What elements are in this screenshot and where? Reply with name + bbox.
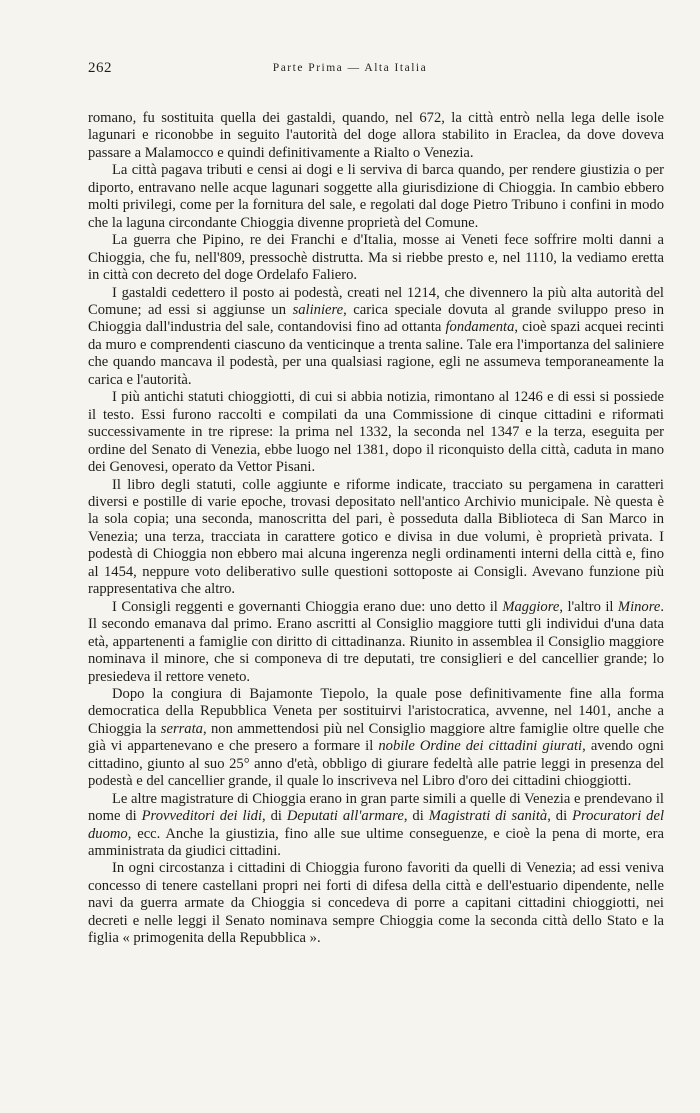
text-run: , ecc. Anche la giustizia, fino alle sue ultime conseguenze, e cioè la pena di morte, era amministrata da giudici cittadini. [88, 825, 664, 860]
text-run: Le altre magistrature di Chioggia erano in gran parte simili a quelle di Venezia e prendevano il nome di [88, 790, 664, 825]
text-run: , cioè spazi acquei recinti da muro e comprendenti ciascuno da venticinque a trenta saline. Tale era l'importanza del saliniere che quando mancava il podestà, per una qualsiasi ragione, egli ne assumeva temporaneamente la carica e l'autorità. [88, 319, 664, 388]
body-text [88, 110, 664, 948]
paragraph [88, 599, 664, 686]
paragraph [88, 477, 664, 599]
text-run: , di [403, 808, 429, 825]
italic-term: fondamenta [445, 319, 515, 336]
italic-term: Provveditori dei lidi [141, 808, 263, 825]
italic-term: Deputati all'armare [286, 808, 404, 825]
text-run: . Il secondo emanava dal primo. Erano ascritti al Consiglio maggiore tutti gli individui d'una data età, appartenenti a famiglie con diritto di cittadinanza. Riunito in assemblea il Consiglio maggiore nominava il minore, che si componeva di tre deputati, tre consiglieri e del cancellier grande; lo presiedeva il rettore veneto. [88, 598, 664, 685]
text-run: I Consigli reggenti e governanti Chioggia erano due: uno detto il [112, 598, 503, 615]
italic-term: Magistrati di sanità [428, 808, 548, 825]
paragraph [88, 285, 664, 390]
text-run: La città pagava tributi e censi ai dogi e li serviva di barca quando, per rendere giustizia o per diporto, entravano nelle acque lagunari soggette alla giurisdizione di Chioggia. In cambio ebbero molti privilegi, come per la fornitura del sale, e regolati dal doge Pietro Tribuno i confini in modo che la laguna circondante Chioggia divenne proprietà del Comune. [88, 162, 664, 231]
italic-term: saliniere [292, 301, 344, 318]
paragraph [88, 232, 664, 284]
italic-term: nobile Ordine dei cittadini giurati [378, 738, 583, 755]
paragraph [88, 686, 664, 791]
text-run: , carica speciale dovuta al grande sviluppo preso in Chioggia dall'industria del sale, contandovisi fino ad ottanta [88, 301, 664, 336]
text-run: , di [262, 808, 287, 825]
italic-term: Minore [617, 598, 661, 615]
text-run: Il libro degli statuti, colle aggiunte e riforme indicate, tracciato su pergamena in caratteri diversi e postille di varie epoche, trovasi depositato nell'antico Archivio municipale. Nè questa è la sola copia; una seconda, manoscritta del pari, è posseduta dalla Biblioteca di San Marco in Venezia; una terza, tracciata in carattere gotico e divisa in due volumi, è proprietà privata. I podestà di Chioggia non ebbero mai alcuna ingerenza negli ordinamenti interni della città e, fino al 1454, neppure voto deliberativo sulle questioni sottoposte ai Consigli. Avevano funzione più rappresentativa che altro. [88, 476, 664, 598]
text-run: , avendo ogni cittadino, giunto al suo 25° anno d'età, obbligo di giurare fedeltà alle patrie leggi in presenza del podestà e del cancellier grande, il quale lo inscriveva nel Libro d'oro dei cittadini chioggiotti. [88, 738, 664, 790]
text-run: La guerra che Pipino, re dei Franchi e d'Italia, mosse ai Veneti fece soffrire molti danni a Chioggia, che fu, nell'809, pressochè distrutta. Ma si riebbe presto e, nel 1110, la vediamo eretta in città con decreto del doge Ordelafo Faliero. [88, 232, 664, 284]
italic-term: serrata [160, 720, 203, 737]
italic-term: Procuratori del duomo [88, 808, 665, 842]
text-run: I gastaldi cedettero il posto ai podestà, creati nel 1214, che divennero la più alta autorità del Comune; ad essi si aggiunse un [88, 284, 664, 318]
paragraph [88, 162, 664, 232]
text-run: In ogni circostanza i cittadini di Chioggia furono favoriti da quelli di Venezia; ad essi veniva concesso di tenere castellani propri nei forti di difesa della città e dell'estuario dipendente, nelle navi da guerra armate da Chioggia si concedeva di porre a capitani cittadini chioggiotti, nei decreti e nelle leggi il Senato nominava sempre Chioggia come la seconda città dello Stato e la figlia « primogenita della Repubblica ». [88, 860, 664, 947]
paragraph [88, 860, 664, 947]
text-run: , non ammettendosi più nel Consiglio maggiore altre famiglie oltre quelle che già vi appartenevano e che presero a formare il [88, 720, 664, 755]
italic-term: Maggiore [502, 598, 560, 615]
page-number: 262 [88, 60, 112, 76]
text-run: , l'altro il [559, 598, 618, 615]
paragraph [88, 791, 664, 861]
running-head: Parte Prima — Alta Italia [272, 62, 428, 74]
text-run: Dopo la congiura di Bajamonte Tiepolo, la quale pose definitivamente fine alla forma democratica della Repubblica Veneta per sostituirvi l'aristocratica, avvenne, nel 1401, anche a Chioggia la [88, 685, 664, 737]
text-run: I più antichi statuti chioggiotti, di cui si abbia notizia, rimontano al 1246 e di essi si possiede il testo. Essi furono raccolti e compilati da una Commissione di cinque cittadini e riformati successivamente in tre riprese: la prima nel 1332, la seconda nel 1347 e la terza, eseguita per ordine del Senato di Venezia, ebbe luogo nel 1381, dopo il riconquisto della città, caduta in mano dei Genovesi, operato da Vettor Pisani. [88, 389, 664, 476]
paragraph [88, 389, 664, 476]
paragraph [88, 110, 664, 162]
text-run: romano, fu sostituita quella dei gastaldi, quando, nel 672, la città entrò nella lega delle isole lagunari e riconobbe in seguito l'autorità del doge allora stabilito in Eraclea, da dove doveva passare a Malamocco e quindi definitivamente a Rialto o Venezia. [88, 110, 664, 161]
text-run: , di [547, 808, 573, 825]
